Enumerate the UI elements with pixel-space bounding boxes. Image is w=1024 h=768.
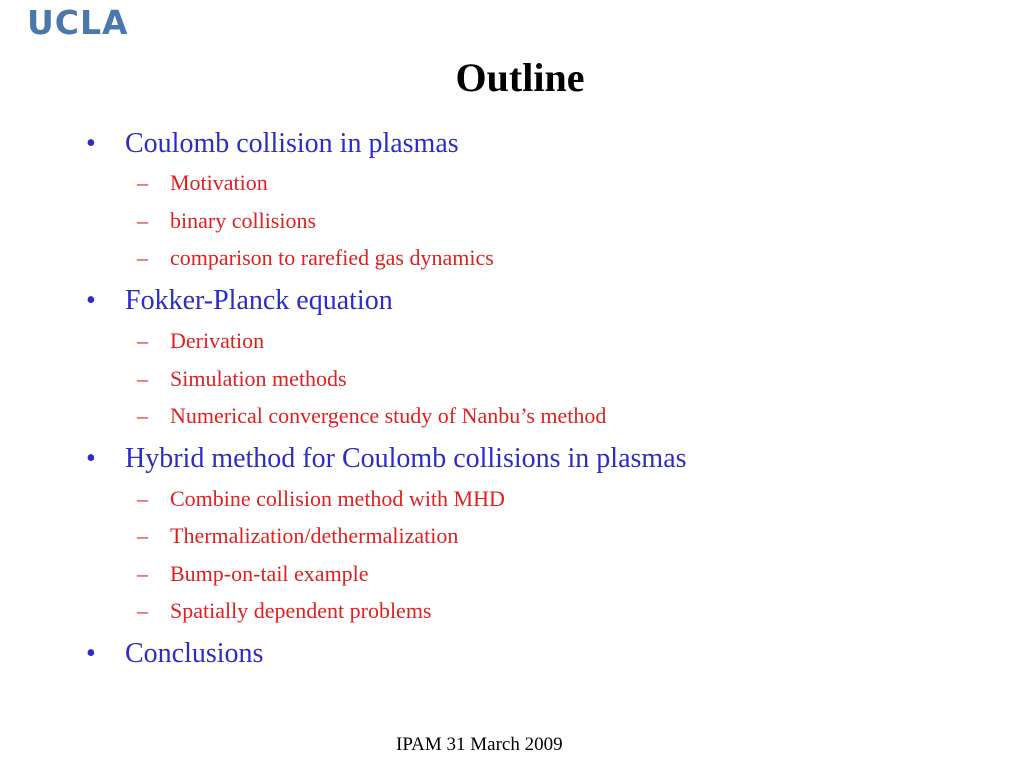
dash-icon: – xyxy=(137,245,148,270)
outline-item-hybrid-method xyxy=(86,442,687,476)
outline-subitem xyxy=(137,365,347,393)
dash-icon: – xyxy=(137,328,148,353)
outline-item-label: Conclusions xyxy=(125,638,264,669)
slide-title: Outline xyxy=(455,55,585,100)
dash-icon: – xyxy=(137,598,148,623)
dash-icon: – xyxy=(137,366,148,391)
outline-subitem-label: Simulation methods xyxy=(170,366,347,391)
ucla-logo: UCLA xyxy=(27,3,129,42)
outline-item-fokker-planck xyxy=(86,284,393,318)
outline-subitem-label: Numerical convergence study of Nanbu’s method xyxy=(170,403,607,428)
dash-icon: – xyxy=(137,208,148,233)
dash-icon: – xyxy=(137,170,148,195)
outline-subitem-label: Combine collision method with MHD xyxy=(170,486,505,511)
outline-subitem-label: Spatially dependent problems xyxy=(170,598,432,623)
outline-subitem xyxy=(137,560,369,588)
dash-icon: – xyxy=(137,486,148,511)
outline-subitem xyxy=(137,402,606,430)
outline-subitem-label: binary collisions xyxy=(170,208,317,233)
outline-subitem xyxy=(137,485,505,513)
dash-icon: – xyxy=(137,403,148,428)
outline-item-label: Coulomb collision in plasmas xyxy=(125,128,459,159)
outline-item-conclusions xyxy=(86,637,263,671)
outline-subitem-label: comparison to rarefied gas dynamics xyxy=(170,245,494,270)
bullet-icon: • xyxy=(86,443,96,474)
outline-subitem-label: Bump-on-tail example xyxy=(170,561,369,586)
slide-footer: IPAM 31 March 2009 xyxy=(396,734,563,755)
outline-subitem xyxy=(137,169,268,197)
outline-item-coulomb xyxy=(86,127,459,161)
outline-subitem-label: Derivation xyxy=(170,328,265,353)
outline-subitem xyxy=(137,597,432,625)
outline-subitem xyxy=(137,207,316,235)
bullet-icon: • xyxy=(86,128,96,159)
outline-subitem-label: Motivation xyxy=(170,170,268,195)
bullet-icon: • xyxy=(86,638,96,669)
bullet-icon: • xyxy=(86,285,96,316)
outline-subitem xyxy=(137,244,494,272)
outline-subitem-label: Thermalization/dethermalization xyxy=(170,523,459,548)
outline-subitem xyxy=(137,522,458,550)
dash-icon: – xyxy=(137,523,148,548)
outline-item-label: Hybrid method for Coulomb collisions in plasmas xyxy=(125,443,687,474)
outline-subitem xyxy=(137,327,264,355)
dash-icon: – xyxy=(137,561,148,586)
outline-item-label: Fokker-Planck equation xyxy=(125,285,393,316)
